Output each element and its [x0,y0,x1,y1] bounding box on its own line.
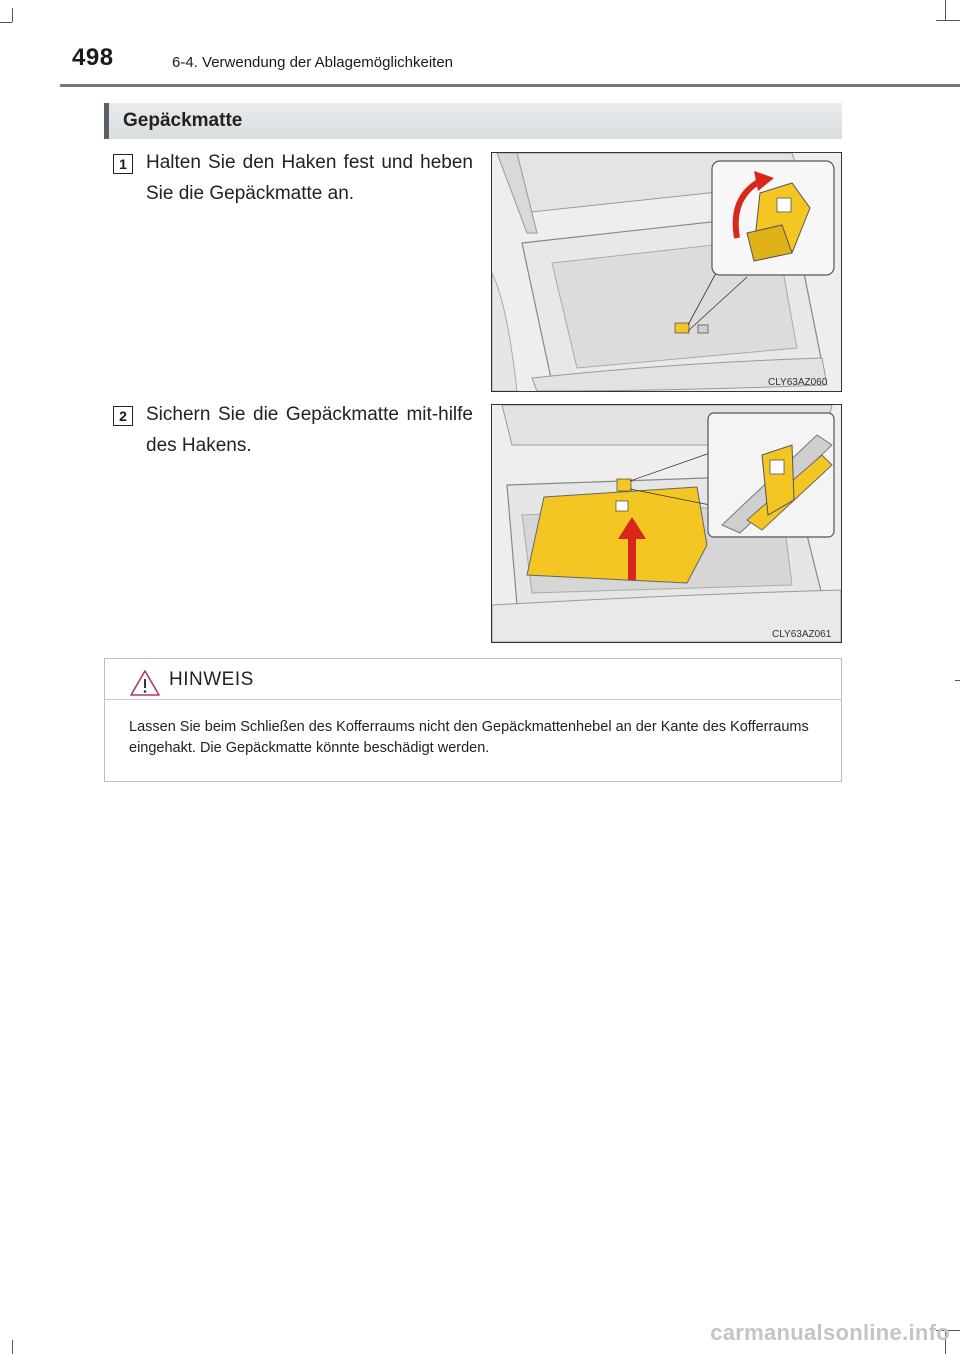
crop-mark [945,0,946,20]
trunk-mat-lift-illustration [492,153,841,391]
step-number-badge: 2 [113,406,133,426]
header-rule [60,84,960,87]
crop-mark [955,680,960,681]
step-1-illustration [491,152,842,392]
notice-box [104,658,842,782]
notice-body: Lassen Sie beim Schließen des Kofferraums nicht den Gepäckmattenhebel an der Kante des Kofferraums eingehakt. Die Gepäckmatte könnte beschädigt werden. [129,719,809,756]
step-text: Halten Sie den Haken fest und heben Sie die Gepäckmatte an. [146,152,473,204]
crop-mark [0,22,12,23]
crop-mark [936,20,960,21]
step-number-badge: 1 [113,154,133,174]
step-2-illustration [491,404,842,643]
notice-title: HINWEIS [169,669,254,690]
trunk-mat-hook-illustration [492,405,841,642]
section-title: Gepäckmatte [123,110,243,131]
warning-triangle-icon [129,669,161,697]
step-text: Sichern Sie die Gepäckmatte mit-hilfe des Hakens. [146,404,473,456]
figure-code: CLY63AZ061 [772,629,832,640]
watermark: carmanualsonline.info [710,1320,950,1345]
notice-divider [105,699,841,700]
section-header [104,103,842,139]
figure-code: CLY63AZ060 [768,377,828,388]
chapter-title: 6-4. Verwendung der Ablagemöglichkeiten [172,54,454,71]
page-number: 498 [72,44,114,71]
crop-mark [12,8,13,22]
crop-mark [12,1340,13,1354]
